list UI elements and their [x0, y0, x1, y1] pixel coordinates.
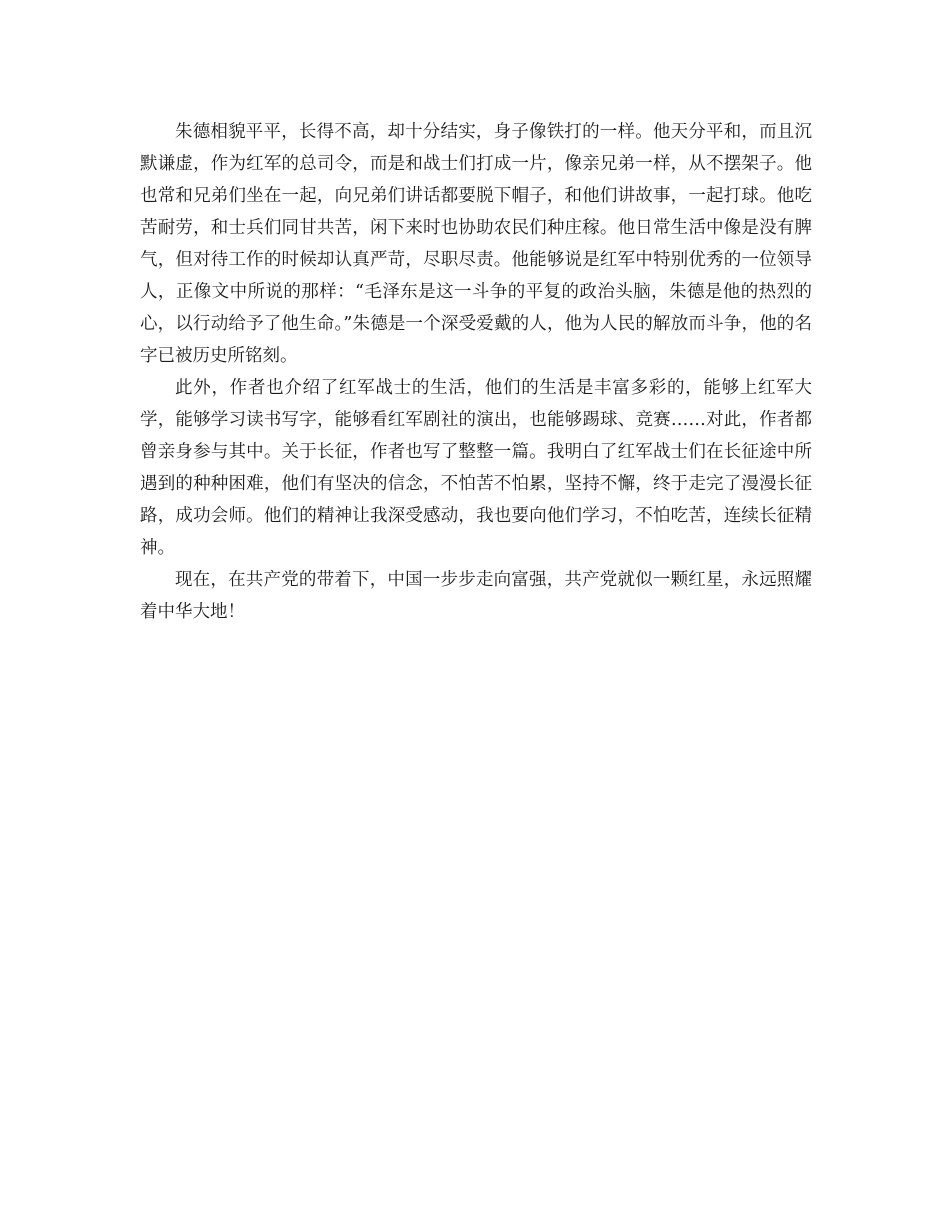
paragraph-zhu-de: 朱德相貌平平，长得不高，却十分结实，身子像铁打的一样。他天分平和，而且沉默谦虚，作为红军的总司令，而是和战士们打成一片，像亲兄弟一样，从不摆架子。他也常和兄弟们坐在一起，向兄弟们讲话都要脱下帽子，和他们讲故事，一起打球。他吃苦耐劳，和士兵们同甘共苦，闲下来时也协助农民们种庄稼。他日常生活中像是没有脾气，但对待工作的时候却认真严苛，尽职尽责。他能够说是红军中特别优秀的一位领导人，正像文中所说的那样：“毛泽东是这一斗争的平复的政治头脑，朱德是他的热烈的心，以行动给予了他生命。”朱德是一个深受爱戴的人，他为人民的解放而斗争，他的名字已被历史所铭刻。: [140, 122, 812, 366]
document-body: [140, 116, 812, 628]
paragraph-red-army-life: 此外，作者也介绍了红军战士的生活，他们的生活是丰富多彩的，能够上红军大学，能够学习读书写字，能够看红军剧社的演出，也能够踢球、竞赛……对此，作者都曾亲身参与其中。关于长征，作者也写了整整一篇。我明白了红军战士们在长征途中所遇到的种种困难，他们有坚决的信念，不怕苦不怕累，坚持不懈，终于走完了漫漫长征路，成功会师。他们的精神让我深受感动，我也要向他们学习，不怕吃苦，连续长征精神。: [140, 378, 812, 558]
paragraph-conclusion: 现在，在共产党的带着下，中国一步步走向富强，共产党就似一颗红星，永远照耀着中华大地！: [140, 570, 812, 622]
